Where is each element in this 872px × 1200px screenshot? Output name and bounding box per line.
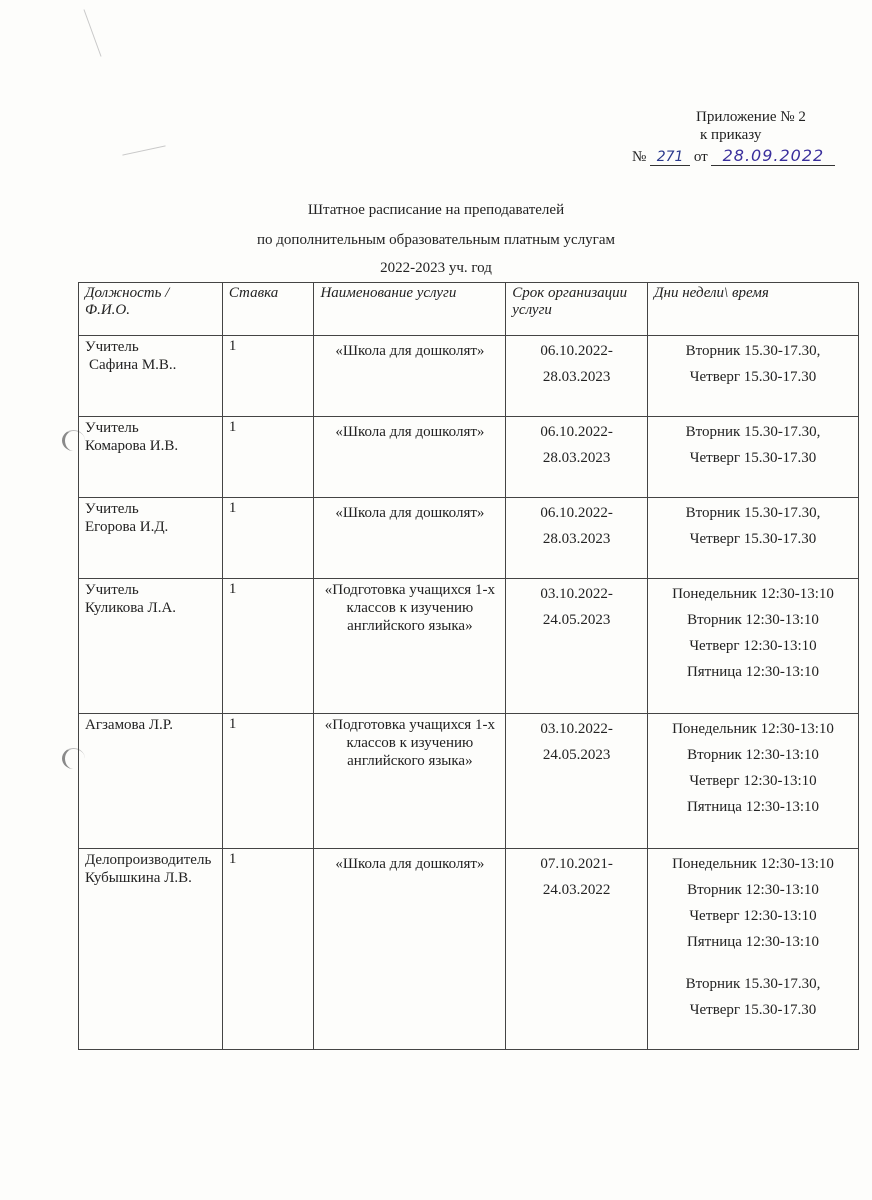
annex-header <box>696 108 806 144</box>
order-date: 28.09.2022 <box>711 146 835 166</box>
table-row <box>79 714 859 849</box>
day-time: Четверг 12:30-13:10 <box>689 773 817 789</box>
order-number-label: № <box>632 149 647 165</box>
service-cell: «Школа для дошколят» <box>314 336 506 417</box>
term-end: 28.03.2023 <box>542 531 611 547</box>
header-rate: Ставка <box>222 283 314 336</box>
position-cell <box>79 498 223 579</box>
term-cell <box>506 336 648 417</box>
staff-schedule-table <box>78 282 859 1050</box>
day-time: Вторник 12:30-13:10 <box>687 747 819 763</box>
table-row <box>79 417 859 498</box>
table-row <box>79 498 859 579</box>
position-cell <box>79 849 223 1050</box>
day-time: Пятница 12:30-13:10 <box>686 664 820 680</box>
term-end: 28.03.2023 <box>542 369 611 385</box>
academic-year: 2022-2023 уч. год <box>380 260 492 276</box>
rate-cell: 1 <box>222 714 314 849</box>
term-end: 24.05.2023 <box>542 747 611 763</box>
rate-cell: 1 <box>222 579 314 714</box>
order-reference <box>632 146 835 166</box>
days-cell <box>647 336 858 417</box>
days-cell <box>647 849 858 1050</box>
document-title: Штатное расписание на преподавателей <box>307 202 565 218</box>
position-title: Учитель <box>85 582 139 598</box>
day-time: Пятница 12:30-13:10 <box>686 934 820 950</box>
day-time: Вторник 12:30-13:10 <box>687 882 819 898</box>
annex-subtitle: к приказу <box>700 127 762 143</box>
day-time: Четверг 15.30-17.30 <box>689 531 817 547</box>
days-cell <box>647 714 858 849</box>
service-cell: «Школа для дошколят» <box>314 849 506 1050</box>
position-cell <box>79 417 223 498</box>
table-row <box>79 579 859 714</box>
employee-name: Агзамова Л.Р. <box>85 717 173 733</box>
day-time: Вторник 12:30-13:10 <box>687 612 819 628</box>
term-start: 03.10.2022- <box>540 721 613 737</box>
scan-smudge <box>122 145 165 155</box>
employee-name: Егорова И.Д. <box>85 519 169 535</box>
day-time: Вторник 15.30-17.30, <box>685 343 821 359</box>
document-subtitle: по дополнительным образовательным платным услугам <box>257 232 615 248</box>
day-time: Понедельник 12:30-13:10 <box>672 856 834 872</box>
position-cell <box>79 336 223 417</box>
table-header-row <box>79 283 859 336</box>
day-time: Понедельник 12:30-13:10 <box>672 721 834 737</box>
day-time: Четверг 12:30-13:10 <box>689 908 817 924</box>
term-start: 06.10.2022- <box>540 505 613 521</box>
table-row <box>79 336 859 417</box>
term-end: 24.05.2023 <box>542 612 611 628</box>
spacer <box>654 955 852 971</box>
rate-cell: 1 <box>222 417 314 498</box>
position-title: Учитель <box>85 420 139 436</box>
day-time: Понедельник 12:30-13:10 <box>672 586 834 602</box>
header-service: Наименование услуги <box>314 283 506 336</box>
rate-cell: 1 <box>222 498 314 579</box>
scan-line <box>83 9 101 56</box>
days-cell <box>647 498 858 579</box>
day-time: Четверг 12:30-13:10 <box>689 638 817 654</box>
order-number: 271 <box>650 149 690 166</box>
position-title: Делопроизводитель <box>85 852 212 868</box>
header-term: Срок организации услуги <box>506 283 648 336</box>
day-time: Вторник 15.30-17.30, <box>685 505 821 521</box>
day-time: Четверг 15.30-17.30 <box>689 369 817 385</box>
table-row <box>79 849 859 1050</box>
position-cell <box>79 579 223 714</box>
position-title: Учитель <box>85 501 139 517</box>
service-cell: «Школа для дошколят» <box>314 417 506 498</box>
term-end: 24.03.2022 <box>542 882 611 898</box>
term-cell <box>506 498 648 579</box>
days-cell <box>647 417 858 498</box>
position-cell <box>79 714 223 849</box>
term-start: 03.10.2022- <box>540 586 613 602</box>
term-end: 28.03.2023 <box>542 450 611 466</box>
term-cell <box>506 849 648 1050</box>
service-cell: «Подготовка учащихся 1-х классов к изучению английского языка» <box>314 579 506 714</box>
employee-name: Кубышкина Л.В. <box>85 870 192 886</box>
order-date-label: от <box>693 149 708 165</box>
service-cell: «Подготовка учащихся 1-х классов к изучению английского языка» <box>314 714 506 849</box>
rate-cell: 1 <box>222 849 314 1050</box>
day-time: Пятница 12:30-13:10 <box>686 799 820 815</box>
employee-name: Сафина М.В.. <box>89 357 177 373</box>
header-position: Должность / Ф.И.О. <box>79 283 223 336</box>
header-days: Дни недели\ время <box>647 283 858 336</box>
day-time: Вторник 15.30-17.30, <box>685 424 821 440</box>
employee-name: Куликова Л.А. <box>85 600 177 616</box>
day-time: Четверг 15.30-17.30 <box>689 1002 817 1018</box>
rate-cell: 1 <box>222 336 314 417</box>
annex-title: Приложение № 2 <box>696 109 806 125</box>
day-time: Вторник 15.30-17.30, <box>685 976 821 992</box>
term-cell <box>506 714 648 849</box>
employee-name: Комарова И.В. <box>85 438 179 454</box>
position-title: Учитель <box>85 339 139 355</box>
term-cell <box>506 579 648 714</box>
day-time: Четверг 15.30-17.30 <box>689 450 817 466</box>
days-cell <box>647 579 858 714</box>
term-start: 06.10.2022- <box>540 343 613 359</box>
term-start: 07.10.2021- <box>540 856 613 872</box>
service-cell: «Школа для дошколят» <box>314 498 506 579</box>
term-cell <box>506 417 648 498</box>
term-start: 06.10.2022- <box>540 424 613 440</box>
